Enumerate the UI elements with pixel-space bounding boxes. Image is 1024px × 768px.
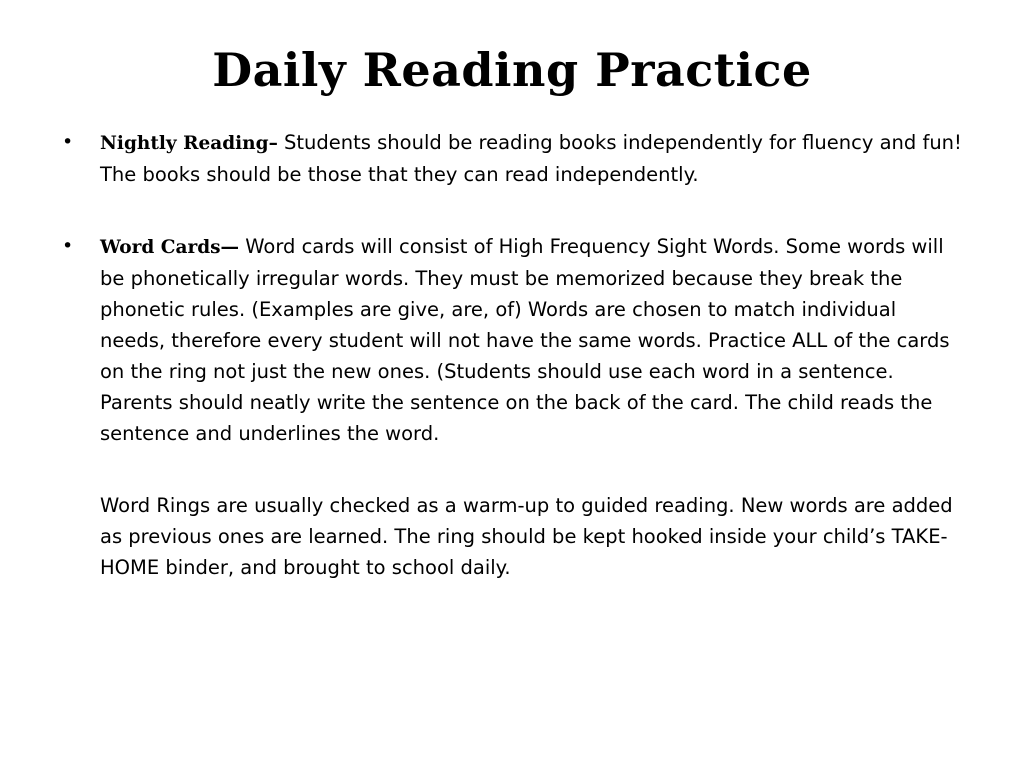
slide-body (60, 127, 965, 583)
bullet-icon: • (62, 235, 74, 257)
bullet-item-word-cards (60, 231, 965, 449)
word-rings-paragraph: Word Rings are usually checked as a warm-up to guided reading. New words are added as previous ones are learned. The ring should be kept hooked inside your child’s TAKE-HOME binder, and brought to school daily. (100, 494, 953, 579)
bullet-icon: • (62, 131, 74, 153)
bullet-item-nightly-reading (60, 127, 965, 190)
bullet-text-nightly-reading: Students should be reading books independently for fluency and fun! The books should be those that they can read independently. (100, 131, 962, 186)
slide-title: Daily Reading Practice (212, 43, 812, 97)
bullet-lead-nightly-reading: Nightly Reading– (100, 133, 278, 154)
bullet-text-word-cards: Word cards will consist of High Frequency Sight Words. Some words will be phonetically irregular words. They must be memorized because they break the phonetic rules. (Examples are give, are, of) Words are chosen to match individual needs, therefore every student will not have the same words. Practice ALL of the cards on the ring not just the new ones. (Students should use each word in a sentence. Parents should neatly write the sentence on the back of the card. The child reads the sentence and underlines the word. (100, 235, 950, 445)
bullet-lead-word-cards: Word Cards— (100, 237, 240, 258)
